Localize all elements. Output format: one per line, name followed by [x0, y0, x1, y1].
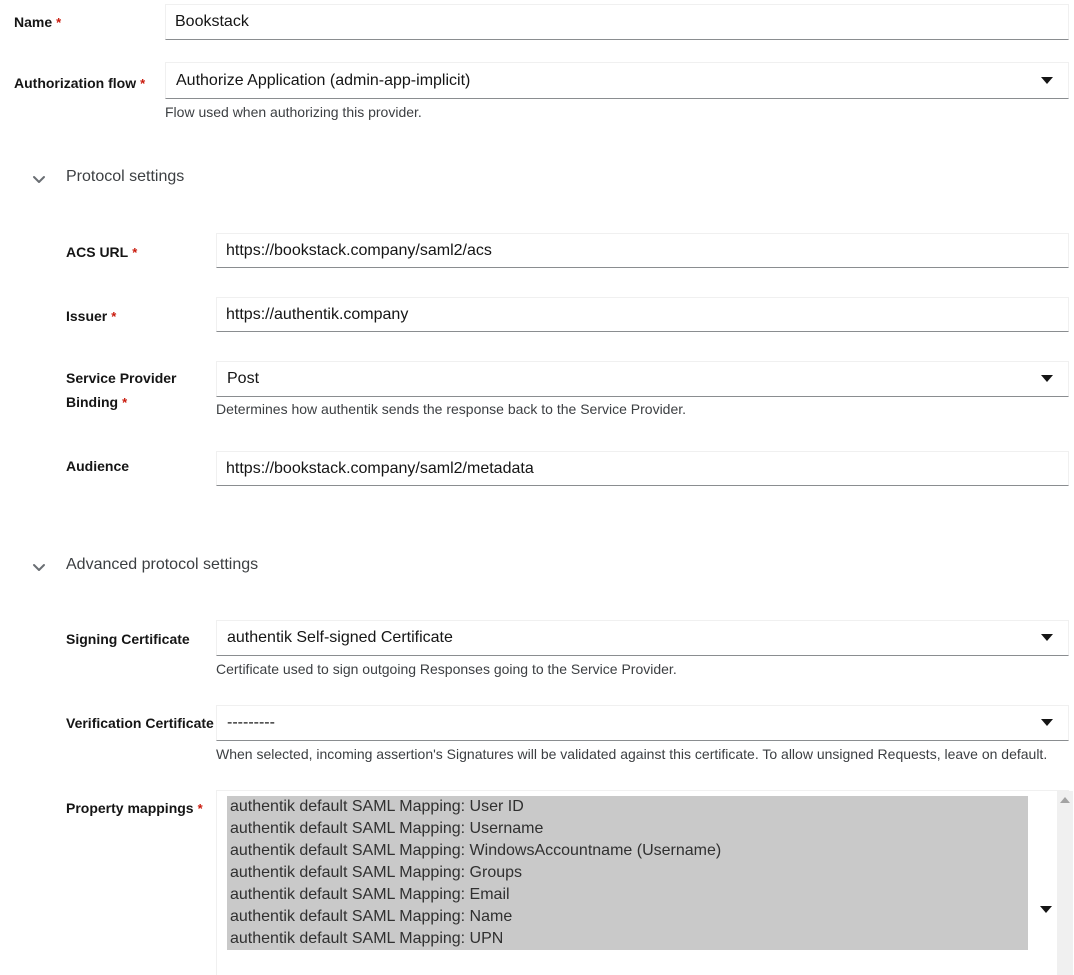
verification-certificate-value: ---------: [227, 714, 275, 731]
authorization-flow-label: Authorization flow *: [14, 75, 146, 91]
caret-down-icon: [1041, 719, 1053, 726]
audience-input[interactable]: [216, 451, 1069, 486]
issuer-input[interactable]: [216, 297, 1069, 332]
property-mapping-option[interactable]: authentik default SAML Mapping: User ID: [227, 796, 1028, 818]
authorization-flow-value: Authorize Application (admin-app-implicit): [176, 71, 471, 89]
required-asterisk: *: [132, 245, 138, 260]
property-mapping-option[interactable]: authentik default SAML Mapping: Groups: [227, 862, 1028, 884]
name-input[interactable]: [165, 4, 1069, 40]
caret-down-icon: [1041, 77, 1053, 84]
signing-certificate-label: Signing Certificate: [66, 631, 190, 647]
required-asterisk: *: [122, 395, 128, 410]
verification-certificate-select[interactable]: [216, 705, 1069, 741]
service-provider-binding-help: Determines how authentik sends the response back to the Service Provider.: [216, 401, 687, 417]
verification-certificate-label: Verification Certificate: [66, 715, 214, 731]
property-mapping-option[interactable]: authentik default SAML Mapping: WindowsAccountname (Username): [227, 840, 1028, 862]
service-provider-binding-value: Post: [227, 370, 260, 387]
section-title: Protocol settings: [66, 168, 185, 185]
service-provider-binding-label: Service Provider Binding *: [66, 370, 177, 410]
property-mappings-listbox[interactable]: [216, 790, 1069, 975]
name-label: Name *: [14, 14, 62, 30]
caret-down-icon: [1041, 634, 1053, 641]
property-mapping-option[interactable]: authentik default SAML Mapping: Username: [227, 818, 1028, 840]
required-asterisk: *: [56, 15, 62, 30]
chevron-down-icon: [32, 172, 46, 190]
property-mappings-options: [227, 796, 1028, 950]
property-mappings-label: Property mappings *: [66, 800, 203, 816]
property-mapping-option[interactable]: authentik default SAML Mapping: Name: [227, 906, 1028, 928]
issuer-label: Issuer *: [66, 308, 117, 324]
signing-certificate-help: Certificate used to sign outgoing Responses going to the Service Provider.: [216, 661, 677, 677]
required-asterisk: *: [111, 309, 117, 324]
listbox-scrollbar[interactable]: [1057, 791, 1073, 975]
required-asterisk: *: [197, 801, 203, 816]
service-provider-binding-select[interactable]: [216, 361, 1069, 397]
audience-label: Audience: [66, 458, 130, 474]
authorization-flow-select[interactable]: [165, 62, 1069, 99]
caret-down-icon: [1041, 375, 1053, 382]
section-advanced-protocol-settings[interactable]: [0, 554, 1069, 578]
acs-url-input[interactable]: [216, 233, 1069, 268]
signing-certificate-select[interactable]: [216, 620, 1069, 656]
property-mapping-option[interactable]: authentik default SAML Mapping: Email: [227, 884, 1028, 906]
acs-url-label: ACS URL *: [66, 244, 138, 260]
signing-certificate-value: authentik Self-signed Certificate: [227, 629, 453, 646]
required-asterisk: *: [140, 76, 146, 91]
section-protocol-settings[interactable]: [0, 166, 1069, 190]
verification-certificate-help: When selected, incoming assertion's Signatures will be validated against this certificate. To allow unsigned Requests, leave on default.: [216, 746, 1048, 762]
authorization-flow-help: Flow used when authorizing this provider.: [165, 104, 422, 120]
chevron-down-icon: [32, 560, 46, 578]
scroll-up-icon[interactable]: [1060, 797, 1070, 803]
property-mapping-option[interactable]: authentik default SAML Mapping: UPN: [227, 928, 1028, 950]
section-title: Advanced protocol settings: [66, 556, 259, 573]
caret-down-icon: [1040, 906, 1052, 913]
